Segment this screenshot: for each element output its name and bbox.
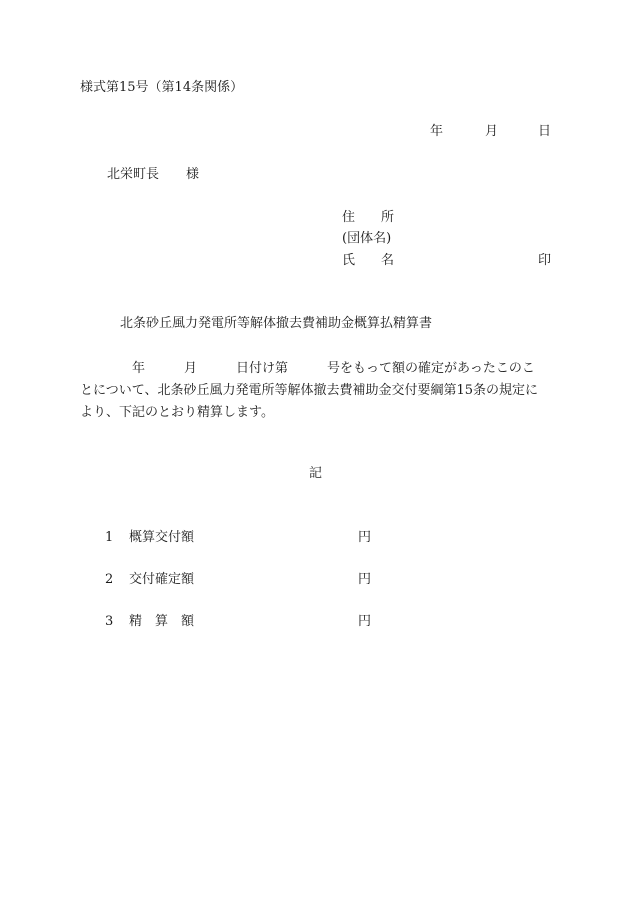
item-label: 交付確定額 <box>129 572 195 587</box>
date-day-label: 日 <box>538 124 552 139</box>
document-title: 北条砂丘風力発電所等解体撤去費補助金概算払精算書 <box>120 316 433 331</box>
addressee-name: 北栄町長 <box>107 167 160 182</box>
name-label-first: 氏 <box>342 253 356 268</box>
body-paragraph <box>80 358 550 424</box>
address-label-first: 住 <box>342 210 356 225</box>
organization-label: (団体名) <box>342 231 392 246</box>
item-unit: 円 <box>358 572 372 587</box>
date-month-label: 月 <box>485 124 499 139</box>
address-label-second: 所 <box>381 210 395 225</box>
item-unit: 円 <box>358 614 372 629</box>
record-heading: 記 <box>309 466 323 481</box>
item-label: 概算交付額 <box>129 530 195 545</box>
item-unit: 円 <box>358 530 372 545</box>
body-line-1: 年 月 日付け第 号をもって額の確定があったこのこ <box>80 361 535 376</box>
item-number: 1 <box>105 530 114 545</box>
name-label-second: 名 <box>381 253 395 268</box>
body-line-3: より、下記のとおり精算します。 <box>80 405 274 420</box>
item-number: 3 <box>105 614 114 629</box>
date-year-label: 年 <box>430 124 444 139</box>
addressee-honorific: 様 <box>186 167 200 182</box>
item-label: 精 算 額 <box>129 614 195 629</box>
item-number: 2 <box>105 572 114 587</box>
body-line-2: とについて、北条砂丘風力発電所等解体撤去費補助金交付要綱第15条の規定に <box>80 383 539 398</box>
seal-mark: 印 <box>538 253 552 268</box>
form-number: 様式第15号（第14条関係） <box>80 80 244 95</box>
